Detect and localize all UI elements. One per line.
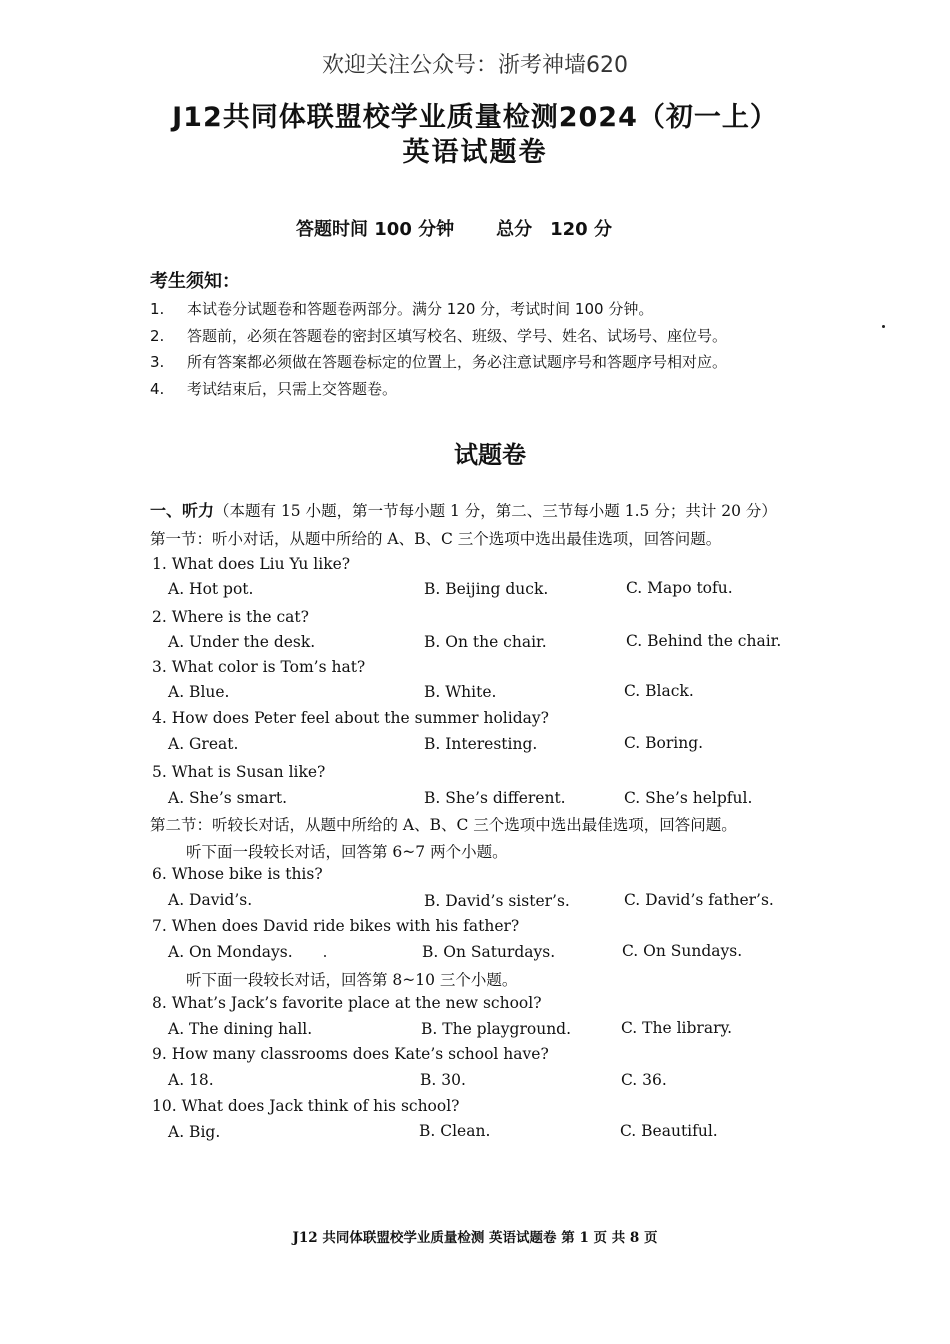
part2-note-b: 听下面一段较长对话，回答第 8~10 三个小题。: [186, 971, 518, 989]
option-a: A. She’s smart.: [168, 789, 288, 807]
notice-num: 2.: [150, 326, 165, 345]
option-a: A. Blue.: [168, 683, 230, 701]
option-a: A. Hot pot.: [168, 580, 254, 598]
option-b: B. White.: [424, 683, 497, 701]
option-b: B. On the chair.: [424, 633, 547, 651]
scan-speck: [324, 955, 326, 957]
total-score: 总分 120 分: [496, 219, 612, 240]
notice-text: 考试结束后，只需上交答题卷。: [187, 379, 398, 398]
option-b: B. Interesting.: [424, 735, 538, 753]
notice-text: 本试卷分试题卷和答题卷两部分。满分 120 分，考试时间 100 分钟。: [187, 300, 654, 318]
option-c: C. Mapo tofu.: [626, 579, 733, 597]
question: 4. How does Peter feel about the summer holiday?: [152, 709, 549, 727]
notice-text: 所有答案都必须做在答题卷标定的位置上，务必注意试题序号和答题序号相对应。: [187, 353, 728, 371]
part1-instruction: 第一节：听小对话，从题中所给的 A、B、C 三个选项中选出最佳选项，回答问题。: [150, 530, 722, 548]
question: 2. Where is the cat?: [152, 608, 309, 626]
notice-num: 1.: [150, 300, 165, 318]
question: 6. Whose bike is this?: [152, 865, 323, 883]
scan-speck: [882, 325, 885, 328]
paper-title: 试题卷: [454, 441, 526, 469]
exam-time: 答题时间 100 分钟: [296, 219, 455, 240]
option-c: C. On Sundays.: [622, 942, 743, 960]
option-a: A. 18.: [168, 1071, 214, 1089]
notice-item: [150, 296, 727, 323]
option-a: A. David’s.: [168, 891, 253, 909]
part2-instruction: 第二节：听较长对话，从题中所给的 A、B、C 三个选项中选出最佳选项，回答问题。: [150, 816, 737, 834]
notice-list: [150, 296, 727, 402]
option-c: C. Beautiful.: [620, 1122, 718, 1140]
exam-info: [296, 215, 654, 241]
question: 5. What is Susan like?: [152, 763, 326, 781]
option-b: B. 30.: [420, 1071, 466, 1089]
exam-title: J12共同体联盟校学业质量检测2024（初一上）: [172, 102, 778, 133]
option-b: B. The playground.: [421, 1020, 572, 1038]
exam-subtitle: 英语试题卷: [402, 137, 548, 168]
question: 1. What does Liu Yu like?: [152, 555, 351, 573]
watermark-text: 欢迎关注公众号：浙考神墙620: [322, 53, 628, 78]
option-b: B. Clean.: [419, 1122, 491, 1140]
option-a: A. Big.: [168, 1123, 221, 1141]
option-b: B. On Saturdays.: [422, 943, 556, 961]
option-c: C. The library.: [621, 1019, 733, 1037]
notice-num: 3.: [150, 353, 165, 371]
notice-title: 考生须知：: [150, 271, 240, 292]
part2-note-a: 听下面一段较长对话，回答第 6~7 两个小题。: [186, 843, 508, 861]
question: 8. What’s Jack’s favorite place at the new school?: [152, 994, 542, 1012]
notice-num: 4.: [150, 379, 165, 398]
option-a: A. Under the desk.: [168, 633, 316, 651]
notice-text: 答题前，必须在答题卷的密封区填写校名、班级、学号、姓名、试场号、座位号。: [187, 326, 728, 345]
option-c: C. 36.: [621, 1071, 667, 1089]
question: 3. What color is Tom’s hat?: [152, 658, 366, 676]
option-c: C. Behind the chair.: [626, 632, 782, 650]
option-c: C. Black.: [624, 682, 694, 700]
option-c: C. She’s helpful.: [624, 789, 753, 807]
question: 9. How many classrooms does Kate’s school have?: [152, 1045, 549, 1063]
option-a: A. The dining hall.: [168, 1020, 313, 1038]
page-footer: J12 共同体联盟校学业质量检测 英语试题卷 第 1 页 共 8 页: [292, 1230, 658, 1246]
option-b: B. Beijing duck.: [424, 580, 549, 598]
notice-item: [150, 323, 727, 350]
section-desc: （本题有 15 小题，第一节每小题 1 分，第二、三节每小题 1.5 分；共计 20 分）: [214, 502, 777, 520]
option-c: C. David’s father’s.: [624, 891, 774, 909]
option-b: B. David’s sister’s.: [424, 892, 570, 910]
option-a: A. On Mondays.: [168, 943, 293, 961]
option-a: A. Great.: [168, 735, 239, 753]
section-label: 一、听力: [150, 501, 215, 520]
option-b: B. She’s different.: [424, 789, 566, 807]
option-c: C. Boring.: [624, 734, 704, 752]
question: 7. When does David ride bikes with his father?: [152, 917, 520, 935]
notice-item: [150, 376, 727, 403]
section-heading: [150, 498, 777, 521]
question: 10. What does Jack think of his school?: [152, 1097, 460, 1115]
notice-item: [150, 349, 727, 376]
